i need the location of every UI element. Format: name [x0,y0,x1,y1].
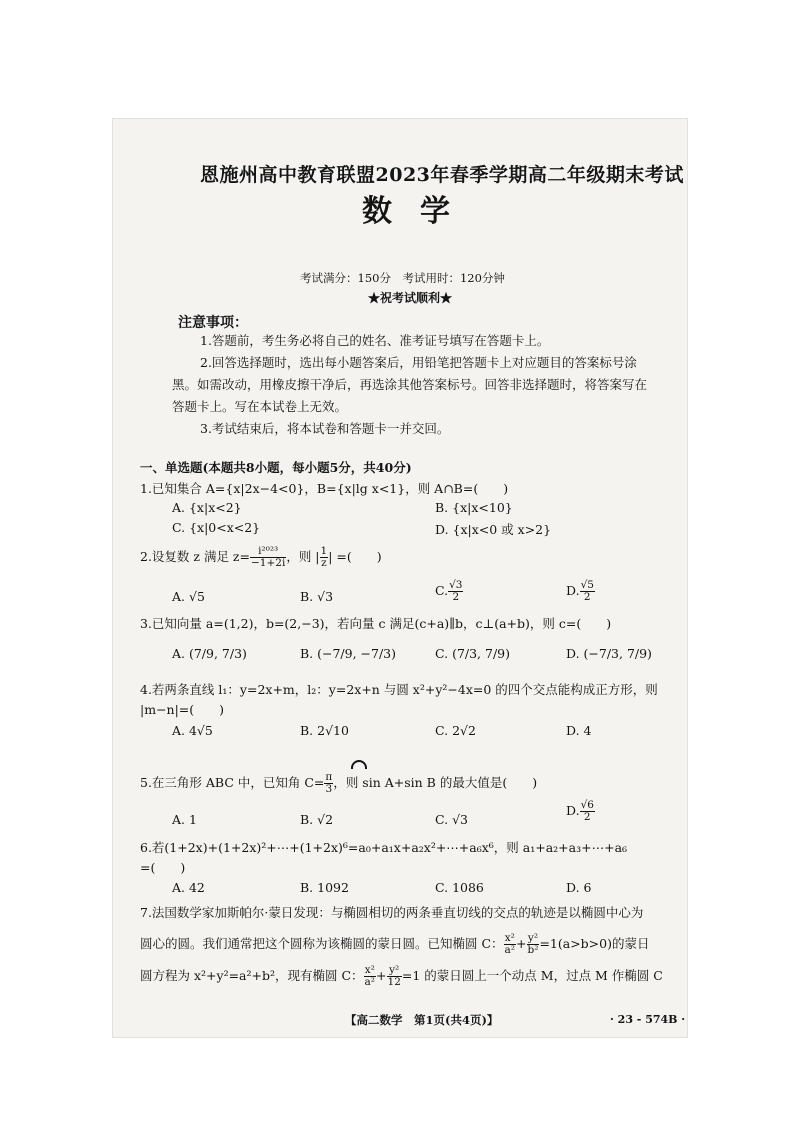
question-1-option-a: A. {x|x<2} [172,500,242,515]
question-6-line-2: =( ) [140,860,186,875]
question-7-frac-x2-den: a² [364,976,376,988]
note-item: 黑。如需改动，用橡皮擦干净后，再选涂其他答案标号。回答非选择题时，将答案写在 [172,377,648,392]
question-3-option-a: A. (7/9, 7/3) [172,646,247,661]
page-footer-label: 【高二数学 第1页(共4页)】 [345,1013,499,1027]
exam-paper-sheet [112,118,688,1038]
exam-title: 恩施州高中教育联盟2023年春季学期高二年级期末考试 [200,164,684,186]
question-5-option-a: A. 1 [172,812,197,827]
question-2-stem [140,546,382,569]
subject-title: 数学 [362,194,478,229]
question-2-option-a: A. √5 [172,589,205,604]
exam-wish: ★祝考试顺利★ [368,291,453,305]
question-2-recip [320,546,329,569]
question-4-option-b: B. 2√10 [300,723,349,738]
question-3-option-b: B. (−7/9, −7/3) [300,646,397,661]
question-3-option-d: D. (−7/3, 7/9) [566,646,652,661]
question-2-option-c-label: C. [435,583,449,598]
note-item: 1.答题前，考生务必将自己的姓名、准考证号填写在答题卡上。 [200,333,550,348]
question-5-tail: ，则 sin A+sin B 的最大值是( ) [333,775,538,790]
question-2-option-c-fraction [448,580,463,603]
question-7-frac-y2-den: 12 [387,976,401,988]
question-7-frac-y-den: b² [527,944,539,956]
question-4-option-c: C. 2√2 [435,723,476,738]
question-5-option-d [566,800,595,823]
question-7-frac-y2-num: y² [387,965,402,977]
question-7-line-2-lead: 圆心的圆。我们通常把这个圆称为该椭圆的蒙日圆。已知椭圆 C： [140,936,504,951]
question-7-line-3 [140,965,663,988]
section-title: 一、单选题(本题共8小题，每小题5分，共40分) [140,460,412,475]
question-1-stem: 1.已知集合 A={x|2x−4<0}，B={x|lg x<1}，则 A∩B=( ) [140,481,509,496]
question-3-option-c: C. (7/3, 7/9) [435,646,510,661]
question-7-line-2-tail: =1(a>b>0)的蒙日 [539,936,650,951]
paper-code: · 23 - 574B · [610,1013,686,1026]
question-7-frac-x-num: x² [504,932,515,944]
question-5-option-d-den: 2 [583,811,591,823]
question-3-stem: 3.已知向量 a=(1,2)，b=(2,−3)，若向量 c 满足(c+a)∥b，c⊥(a+b)，则 c=( ) [140,616,612,631]
question-2-option-d-label: D. [566,583,580,598]
question-7-line-3-tail: =1 的蒙日圆上一个动点 M，过点 M 作椭圆 C [401,968,663,983]
question-5-numerator: π [325,771,333,783]
question-2-option-b: B. √3 [300,589,334,604]
question-6-line-1: 6.若(1+2x)+(1+2x)²+⋯+(1+2x)⁶=a₀+a₁x+a₂x²+⋯+a₆x⁶，则 a₁+a₂+a₃+⋯+a₆ [140,840,628,855]
question-4-option-a: A. 4√5 [172,723,213,738]
question-5-option-d-label: D. [566,803,580,818]
question-7-frac-x [504,933,516,956]
question-7-plus-2: + [376,968,387,983]
question-1-option-c: C. {x|0<x<2} [172,520,261,535]
question-7-frac-y-num: y² [527,932,539,944]
note-item: 答题卡上。写在本试卷上无效。 [172,399,348,414]
question-2-option-c-num: √3 [449,579,463,591]
question-1-option-b: B. {x|x<10} [435,500,513,515]
question-6-option-d: D. 6 [566,880,592,895]
question-7-frac-x-den: a² [504,944,516,956]
question-4-line-2: |m−n|=( ) [140,702,225,717]
question-2-option-d-num: √5 [580,579,594,591]
question-2-option-d-fraction [580,580,595,603]
question-5-stem [140,772,537,795]
question-1-option-d: D. {x|x<0 或 x>2} [435,522,552,537]
question-2-option-c [435,580,463,603]
question-2-denominator: −1+2i [251,557,286,569]
question-5-fraction [324,772,333,795]
question-7-plus: + [516,936,527,951]
question-2-mid: ，则 | [286,549,320,564]
note-item: 2.回答选择题时，选出每小题答案后，用铅笔把答题卡上对应题目的答案标号涂 [200,355,637,370]
question-2-recip-den: z [321,557,327,569]
question-6-option-c: C. 1086 [435,880,484,895]
question-5-lead: 5.在三角形 ABC 中，已知角 C= [140,775,325,790]
question-2-recip-num: 1 [320,545,328,557]
exam-info: 考试满分：150分 考试用时：120分钟 [300,271,505,285]
question-2-option-c-den: 2 [452,591,460,603]
question-5-option-d-fraction [580,800,595,823]
notes-title: 注意事项： [178,315,248,331]
question-4-line-1: 4.若两条直线 l₁：y=2x+m，l₂：y=2x+n 与圆 x²+y²−4x=0 的四个交点能构成正方形，则 [140,682,658,697]
question-5-option-c: C. √3 [435,812,468,827]
question-7-frac-x2 [364,965,376,988]
question-4-option-d: D. 4 [566,723,592,738]
question-7-line-3-lead: 圆方程为 x²+y²=a²+b²，现有椭圆 C： [140,968,364,983]
question-7-frac-x2-num: x² [364,964,375,976]
question-5-option-d-num: √6 [580,799,594,811]
question-2-numerator: i²⁰²³ [250,546,286,558]
question-5-denominator: 3 [325,783,333,795]
arc-mark [351,760,367,769]
question-2-option-d-den: 2 [583,591,591,603]
question-7-line-2 [140,933,650,956]
question-5-option-b: B. √2 [300,812,334,827]
question-6-option-a: A. 42 [172,880,205,895]
question-2-fraction [250,546,286,569]
question-7-line-1: 7.法国数学家加斯帕尔·蒙日发现：与椭圆相切的两条垂直切线的交点的轨迹是以椭圆中心为 [140,905,644,920]
question-7-frac-y [527,933,540,956]
question-2-option-d [566,580,595,603]
question-2-lead: 2.设复数 z 满足 z= [140,549,250,564]
question-6-option-b: B. 1092 [300,880,349,895]
note-item: 3.考试结束后，将本试卷和答题卡一并交回。 [200,421,450,436]
question-2-tail: | =( ) [328,549,382,564]
question-7-frac-y2 [387,965,402,988]
